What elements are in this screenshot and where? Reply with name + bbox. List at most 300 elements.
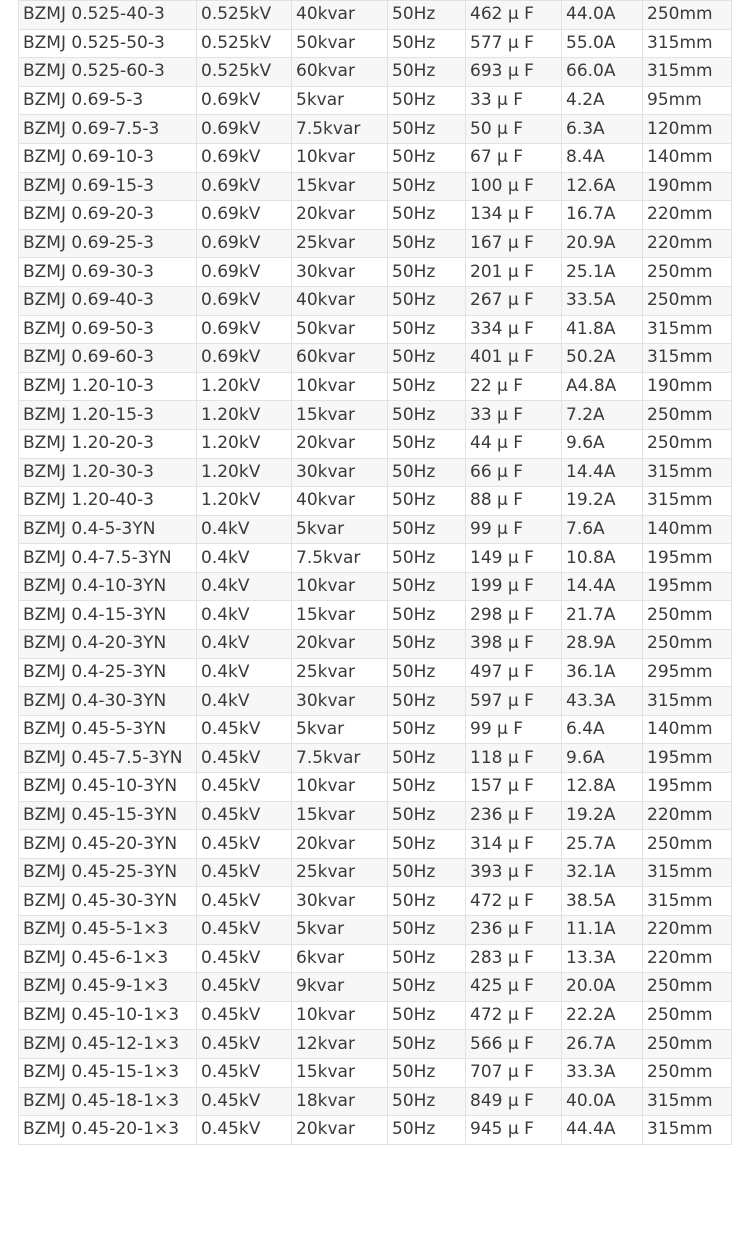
voltage-cell: 0.69kV <box>197 315 292 344</box>
table-row <box>19 229 732 258</box>
current-cell: 12.8A <box>562 773 643 802</box>
height-cell: 250mm <box>643 630 732 659</box>
model-cell: BZMJ 0.525-40-3 <box>19 1 197 30</box>
voltage-cell: 1.20kV <box>197 458 292 487</box>
capacity-cell: 10kvar <box>292 143 388 172</box>
table-row <box>19 1116 732 1145</box>
height-cell: 140mm <box>643 143 732 172</box>
table-row <box>19 429 732 458</box>
height-cell: 315mm <box>643 344 732 373</box>
height-cell: 315mm <box>643 29 732 58</box>
capacitance-cell: 236 μ F <box>466 916 562 945</box>
capacitance-cell: 393 μ F <box>466 858 562 887</box>
height-cell: 295mm <box>643 658 732 687</box>
height-cell: 315mm <box>643 1087 732 1116</box>
capacity-cell: 6kvar <box>292 944 388 973</box>
table-row <box>19 1030 732 1059</box>
frequency-cell: 50Hz <box>388 1030 466 1059</box>
current-cell: 26.7A <box>562 1030 643 1059</box>
height-cell: 250mm <box>643 401 732 430</box>
voltage-cell: 0.69kV <box>197 286 292 315</box>
height-cell: 250mm <box>643 429 732 458</box>
model-cell: BZMJ 0.69-50-3 <box>19 315 197 344</box>
capacity-cell: 60kvar <box>292 344 388 373</box>
current-cell: 8.4A <box>562 143 643 172</box>
capacity-cell: 7.5kvar <box>292 115 388 144</box>
model-cell: BZMJ 0.45-15-3YN <box>19 801 197 830</box>
frequency-cell: 50Hz <box>388 858 466 887</box>
model-cell: BZMJ 0.45-30-3YN <box>19 887 197 916</box>
current-cell: 9.6A <box>562 429 643 458</box>
model-cell: BZMJ 0.45-25-3YN <box>19 858 197 887</box>
voltage-cell: 0.4kV <box>197 687 292 716</box>
capacitance-cell: 118 μ F <box>466 744 562 773</box>
frequency-cell: 50Hz <box>388 773 466 802</box>
table-row <box>19 458 732 487</box>
model-cell: BZMJ 0.45-15-1×3 <box>19 1058 197 1087</box>
height-cell: 195mm <box>643 572 732 601</box>
current-cell: 25.7A <box>562 830 643 859</box>
model-cell: BZMJ 0.45-20-3YN <box>19 830 197 859</box>
table-row <box>19 887 732 916</box>
model-cell: BZMJ 0.69-60-3 <box>19 344 197 373</box>
height-cell: 250mm <box>643 601 732 630</box>
current-cell: 33.3A <box>562 1058 643 1087</box>
voltage-cell: 0.4kV <box>197 544 292 573</box>
capacity-cell: 60kvar <box>292 58 388 87</box>
model-cell: BZMJ 0.525-50-3 <box>19 29 197 58</box>
height-cell: 95mm <box>643 86 732 115</box>
capacity-cell: 15kvar <box>292 1058 388 1087</box>
capacitance-cell: 201 μ F <box>466 258 562 287</box>
table-row <box>19 372 732 401</box>
capacitance-cell: 267 μ F <box>466 286 562 315</box>
height-cell: 250mm <box>643 830 732 859</box>
capacitance-cell: 472 μ F <box>466 887 562 916</box>
current-cell: 66.0A <box>562 58 643 87</box>
capacity-cell: 20kvar <box>292 630 388 659</box>
voltage-cell: 0.45kV <box>197 1030 292 1059</box>
model-cell: BZMJ 0.69-5-3 <box>19 86 197 115</box>
model-cell: BZMJ 0.69-15-3 <box>19 172 197 201</box>
model-cell: BZMJ 0.45-10-3YN <box>19 773 197 802</box>
model-cell: BZMJ 1.20-30-3 <box>19 458 197 487</box>
capacitance-cell: 199 μ F <box>466 572 562 601</box>
height-cell: 220mm <box>643 916 732 945</box>
current-cell: A4.8A <box>562 372 643 401</box>
height-cell: 315mm <box>643 487 732 516</box>
frequency-cell: 50Hz <box>388 458 466 487</box>
current-cell: 6.4A <box>562 715 643 744</box>
capacitance-cell: 577 μ F <box>466 29 562 58</box>
current-cell: 44.0A <box>562 1 643 30</box>
frequency-cell: 50Hz <box>388 258 466 287</box>
height-cell: 250mm <box>643 973 732 1002</box>
capacitance-cell: 149 μ F <box>466 544 562 573</box>
table-row <box>19 1001 732 1030</box>
model-cell: BZMJ 0.69-30-3 <box>19 258 197 287</box>
table-row <box>19 744 732 773</box>
table-row <box>19 973 732 1002</box>
current-cell: 16.7A <box>562 201 643 230</box>
capacity-cell: 30kvar <box>292 887 388 916</box>
height-cell: 250mm <box>643 1 732 30</box>
table-row <box>19 687 732 716</box>
height-cell: 195mm <box>643 744 732 773</box>
capacity-cell: 30kvar <box>292 458 388 487</box>
capacity-cell: 30kvar <box>292 258 388 287</box>
table-row <box>19 858 732 887</box>
capacity-cell: 15kvar <box>292 401 388 430</box>
capacity-cell: 7.5kvar <box>292 544 388 573</box>
voltage-cell: 0.69kV <box>197 258 292 287</box>
table-row <box>19 201 732 230</box>
height-cell: 315mm <box>643 887 732 916</box>
capacitance-cell: 401 μ F <box>466 344 562 373</box>
current-cell: 41.8A <box>562 315 643 344</box>
voltage-cell: 0.69kV <box>197 344 292 373</box>
table-row <box>19 1058 732 1087</box>
current-cell: 50.2A <box>562 344 643 373</box>
capacitance-cell: 100 μ F <box>466 172 562 201</box>
current-cell: 28.9A <box>562 630 643 659</box>
model-cell: BZMJ 0.4-5-3YN <box>19 515 197 544</box>
frequency-cell: 50Hz <box>388 115 466 144</box>
capacity-cell: 20kvar <box>292 830 388 859</box>
capacitance-cell: 472 μ F <box>466 1001 562 1030</box>
table-row <box>19 572 732 601</box>
capacitance-cell: 707 μ F <box>466 1058 562 1087</box>
capacity-cell: 5kvar <box>292 515 388 544</box>
capacitance-cell: 462 μ F <box>466 1 562 30</box>
voltage-cell: 0.45kV <box>197 944 292 973</box>
frequency-cell: 50Hz <box>388 344 466 373</box>
table-row <box>19 172 732 201</box>
table-row <box>19 115 732 144</box>
capacity-cell: 10kvar <box>292 572 388 601</box>
model-cell: BZMJ 0.4-20-3YN <box>19 630 197 659</box>
voltage-cell: 1.20kV <box>197 429 292 458</box>
capacitance-cell: 50 μ F <box>466 115 562 144</box>
spec-table-container <box>18 0 731 1145</box>
capacity-cell: 9kvar <box>292 973 388 1002</box>
current-cell: 40.0A <box>562 1087 643 1116</box>
frequency-cell: 50Hz <box>388 229 466 258</box>
current-cell: 14.4A <box>562 572 643 601</box>
table-row <box>19 86 732 115</box>
frequency-cell: 50Hz <box>388 630 466 659</box>
voltage-cell: 0.45kV <box>197 887 292 916</box>
voltage-cell: 0.4kV <box>197 658 292 687</box>
frequency-cell: 50Hz <box>388 1087 466 1116</box>
capacity-cell: 50kvar <box>292 315 388 344</box>
table-row <box>19 1 732 30</box>
table-row <box>19 58 732 87</box>
capacity-cell: 10kvar <box>292 1001 388 1030</box>
height-cell: 250mm <box>643 1001 732 1030</box>
height-cell: 250mm <box>643 1058 732 1087</box>
model-cell: BZMJ 1.20-15-3 <box>19 401 197 430</box>
frequency-cell: 50Hz <box>388 143 466 172</box>
height-cell: 315mm <box>643 58 732 87</box>
current-cell: 6.3A <box>562 115 643 144</box>
model-cell: BZMJ 0.4-10-3YN <box>19 572 197 601</box>
capacitance-cell: 44 μ F <box>466 429 562 458</box>
voltage-cell: 0.45kV <box>197 1058 292 1087</box>
table-row <box>19 286 732 315</box>
voltage-cell: 0.45kV <box>197 830 292 859</box>
height-cell: 315mm <box>643 858 732 887</box>
capacitance-cell: 134 μ F <box>466 201 562 230</box>
model-cell: BZMJ 1.20-20-3 <box>19 429 197 458</box>
current-cell: 38.5A <box>562 887 643 916</box>
capacity-cell: 25kvar <box>292 229 388 258</box>
capacity-cell: 20kvar <box>292 1116 388 1145</box>
model-cell: BZMJ 0.525-60-3 <box>19 58 197 87</box>
height-cell: 190mm <box>643 172 732 201</box>
voltage-cell: 0.69kV <box>197 229 292 258</box>
current-cell: 11.1A <box>562 916 643 945</box>
capacity-cell: 5kvar <box>292 86 388 115</box>
current-cell: 33.5A <box>562 286 643 315</box>
frequency-cell: 50Hz <box>388 887 466 916</box>
height-cell: 140mm <box>643 715 732 744</box>
frequency-cell: 50Hz <box>388 830 466 859</box>
voltage-cell: 0.525kV <box>197 1 292 30</box>
height-cell: 250mm <box>643 286 732 315</box>
capacitance-cell: 497 μ F <box>466 658 562 687</box>
model-cell: BZMJ 0.4-7.5-3YN <box>19 544 197 573</box>
capacity-cell: 25kvar <box>292 858 388 887</box>
voltage-cell: 1.20kV <box>197 401 292 430</box>
table-row <box>19 401 732 430</box>
current-cell: 20.9A <box>562 229 643 258</box>
current-cell: 7.6A <box>562 515 643 544</box>
height-cell: 315mm <box>643 1116 732 1145</box>
current-cell: 44.4A <box>562 1116 643 1145</box>
capacitance-cell: 88 μ F <box>466 487 562 516</box>
capacity-cell: 30kvar <box>292 687 388 716</box>
height-cell: 220mm <box>643 201 732 230</box>
frequency-cell: 50Hz <box>388 601 466 630</box>
capacity-cell: 15kvar <box>292 801 388 830</box>
capacity-cell: 15kvar <box>292 172 388 201</box>
current-cell: 14.4A <box>562 458 643 487</box>
current-cell: 43.3A <box>562 687 643 716</box>
current-cell: 9.6A <box>562 744 643 773</box>
capacitance-cell: 33 μ F <box>466 401 562 430</box>
capacitance-cell: 425 μ F <box>466 973 562 1002</box>
table-row <box>19 515 732 544</box>
height-cell: 315mm <box>643 687 732 716</box>
model-cell: BZMJ 1.20-10-3 <box>19 372 197 401</box>
table-row <box>19 715 732 744</box>
capacity-cell: 5kvar <box>292 916 388 945</box>
frequency-cell: 50Hz <box>388 29 466 58</box>
capacitance-cell: 283 μ F <box>466 944 562 973</box>
capacity-cell: 18kvar <box>292 1087 388 1116</box>
current-cell: 36.1A <box>562 658 643 687</box>
table-row <box>19 944 732 973</box>
model-cell: BZMJ 0.69-7.5-3 <box>19 115 197 144</box>
model-cell: BZMJ 0.45-7.5-3YN <box>19 744 197 773</box>
capacity-cell: 20kvar <box>292 429 388 458</box>
voltage-cell: 0.45kV <box>197 916 292 945</box>
model-cell: BZMJ 0.45-18-1×3 <box>19 1087 197 1116</box>
voltage-cell: 0.45kV <box>197 973 292 1002</box>
voltage-cell: 0.69kV <box>197 172 292 201</box>
voltage-cell: 0.4kV <box>197 515 292 544</box>
current-cell: 19.2A <box>562 801 643 830</box>
voltage-cell: 0.45kV <box>197 801 292 830</box>
current-cell: 32.1A <box>562 858 643 887</box>
capacitance-cell: 167 μ F <box>466 229 562 258</box>
current-cell: 55.0A <box>562 29 643 58</box>
capacitance-cell: 566 μ F <box>466 1030 562 1059</box>
voltage-cell: 0.45kV <box>197 858 292 887</box>
capacitance-cell: 597 μ F <box>466 687 562 716</box>
capacity-cell: 7.5kvar <box>292 744 388 773</box>
table-row <box>19 29 732 58</box>
table-row <box>19 773 732 802</box>
frequency-cell: 50Hz <box>388 372 466 401</box>
model-cell: BZMJ 0.69-25-3 <box>19 229 197 258</box>
height-cell: 315mm <box>643 315 732 344</box>
spec-table-body <box>19 1 732 1145</box>
voltage-cell: 0.45kV <box>197 1087 292 1116</box>
height-cell: 250mm <box>643 1030 732 1059</box>
capacity-cell: 5kvar <box>292 715 388 744</box>
frequency-cell: 50Hz <box>388 687 466 716</box>
height-cell: 195mm <box>643 544 732 573</box>
frequency-cell: 50Hz <box>388 487 466 516</box>
voltage-cell: 1.20kV <box>197 372 292 401</box>
capacitance-cell: 157 μ F <box>466 773 562 802</box>
current-cell: 12.6A <box>562 172 643 201</box>
capacitance-cell: 298 μ F <box>466 601 562 630</box>
height-cell: 220mm <box>643 229 732 258</box>
table-row <box>19 630 732 659</box>
frequency-cell: 50Hz <box>388 744 466 773</box>
capacitance-cell: 236 μ F <box>466 801 562 830</box>
table-row <box>19 658 732 687</box>
capacitance-cell: 67 μ F <box>466 143 562 172</box>
voltage-cell: 0.69kV <box>197 86 292 115</box>
capacity-cell: 10kvar <box>292 372 388 401</box>
height-cell: 140mm <box>643 515 732 544</box>
voltage-cell: 0.4kV <box>197 601 292 630</box>
current-cell: 22.2A <box>562 1001 643 1030</box>
frequency-cell: 50Hz <box>388 1 466 30</box>
capacitance-cell: 33 μ F <box>466 86 562 115</box>
height-cell: 315mm <box>643 458 732 487</box>
model-cell: BZMJ 0.4-30-3YN <box>19 687 197 716</box>
voltage-cell: 0.45kV <box>197 1001 292 1030</box>
voltage-cell: 0.525kV <box>197 58 292 87</box>
frequency-cell: 50Hz <box>388 916 466 945</box>
voltage-cell: 0.4kV <box>197 572 292 601</box>
current-cell: 25.1A <box>562 258 643 287</box>
frequency-cell: 50Hz <box>388 401 466 430</box>
frequency-cell: 50Hz <box>388 544 466 573</box>
voltage-cell: 0.69kV <box>197 143 292 172</box>
capacitance-cell: 849 μ F <box>466 1087 562 1116</box>
capacity-cell: 10kvar <box>292 773 388 802</box>
table-row <box>19 601 732 630</box>
table-row <box>19 544 732 573</box>
height-cell: 250mm <box>643 258 732 287</box>
voltage-cell: 0.45kV <box>197 744 292 773</box>
frequency-cell: 50Hz <box>388 973 466 1002</box>
capacity-cell: 50kvar <box>292 29 388 58</box>
model-cell: BZMJ 0.45-5-3YN <box>19 715 197 744</box>
frequency-cell: 50Hz <box>388 172 466 201</box>
model-cell: BZMJ 0.4-25-3YN <box>19 658 197 687</box>
capacity-cell: 15kvar <box>292 601 388 630</box>
voltage-cell: 1.20kV <box>197 487 292 516</box>
frequency-cell: 50Hz <box>388 715 466 744</box>
table-row <box>19 315 732 344</box>
model-cell: BZMJ 0.45-10-1×3 <box>19 1001 197 1030</box>
model-cell: BZMJ 0.45-9-1×3 <box>19 973 197 1002</box>
capacitance-cell: 66 μ F <box>466 458 562 487</box>
capacity-cell: 20kvar <box>292 201 388 230</box>
voltage-cell: 0.45kV <box>197 773 292 802</box>
capacitance-cell: 334 μ F <box>466 315 562 344</box>
voltage-cell: 0.4kV <box>197 630 292 659</box>
frequency-cell: 50Hz <box>388 86 466 115</box>
height-cell: 220mm <box>643 801 732 830</box>
frequency-cell: 50Hz <box>388 201 466 230</box>
capacitance-cell: 22 μ F <box>466 372 562 401</box>
frequency-cell: 50Hz <box>388 801 466 830</box>
model-cell: BZMJ 0.4-15-3YN <box>19 601 197 630</box>
voltage-cell: 0.69kV <box>197 115 292 144</box>
model-cell: BZMJ 0.45-20-1×3 <box>19 1116 197 1145</box>
current-cell: 13.3A <box>562 944 643 973</box>
capacitance-cell: 99 μ F <box>466 715 562 744</box>
table-row <box>19 487 732 516</box>
frequency-cell: 50Hz <box>388 572 466 601</box>
table-row <box>19 830 732 859</box>
voltage-cell: 0.69kV <box>197 201 292 230</box>
current-cell: 4.2A <box>562 86 643 115</box>
capacitance-cell: 945 μ F <box>466 1116 562 1145</box>
capacitance-cell: 99 μ F <box>466 515 562 544</box>
table-row <box>19 916 732 945</box>
current-cell: 19.2A <box>562 487 643 516</box>
voltage-cell: 0.45kV <box>197 1116 292 1145</box>
table-row <box>19 1087 732 1116</box>
capacitance-cell: 693 μ F <box>466 58 562 87</box>
capacitance-cell: 398 μ F <box>466 630 562 659</box>
table-row <box>19 143 732 172</box>
frequency-cell: 50Hz <box>388 58 466 87</box>
model-cell: BZMJ 0.45-6-1×3 <box>19 944 197 973</box>
capacity-cell: 12kvar <box>292 1030 388 1059</box>
frequency-cell: 50Hz <box>388 286 466 315</box>
current-cell: 21.7A <box>562 601 643 630</box>
capacity-cell: 40kvar <box>292 487 388 516</box>
model-cell: BZMJ 0.69-40-3 <box>19 286 197 315</box>
capacitor-spec-table <box>18 0 732 1145</box>
height-cell: 120mm <box>643 115 732 144</box>
frequency-cell: 50Hz <box>388 944 466 973</box>
model-cell: BZMJ 0.45-5-1×3 <box>19 916 197 945</box>
frequency-cell: 50Hz <box>388 315 466 344</box>
voltage-cell: 0.45kV <box>197 715 292 744</box>
table-row <box>19 258 732 287</box>
